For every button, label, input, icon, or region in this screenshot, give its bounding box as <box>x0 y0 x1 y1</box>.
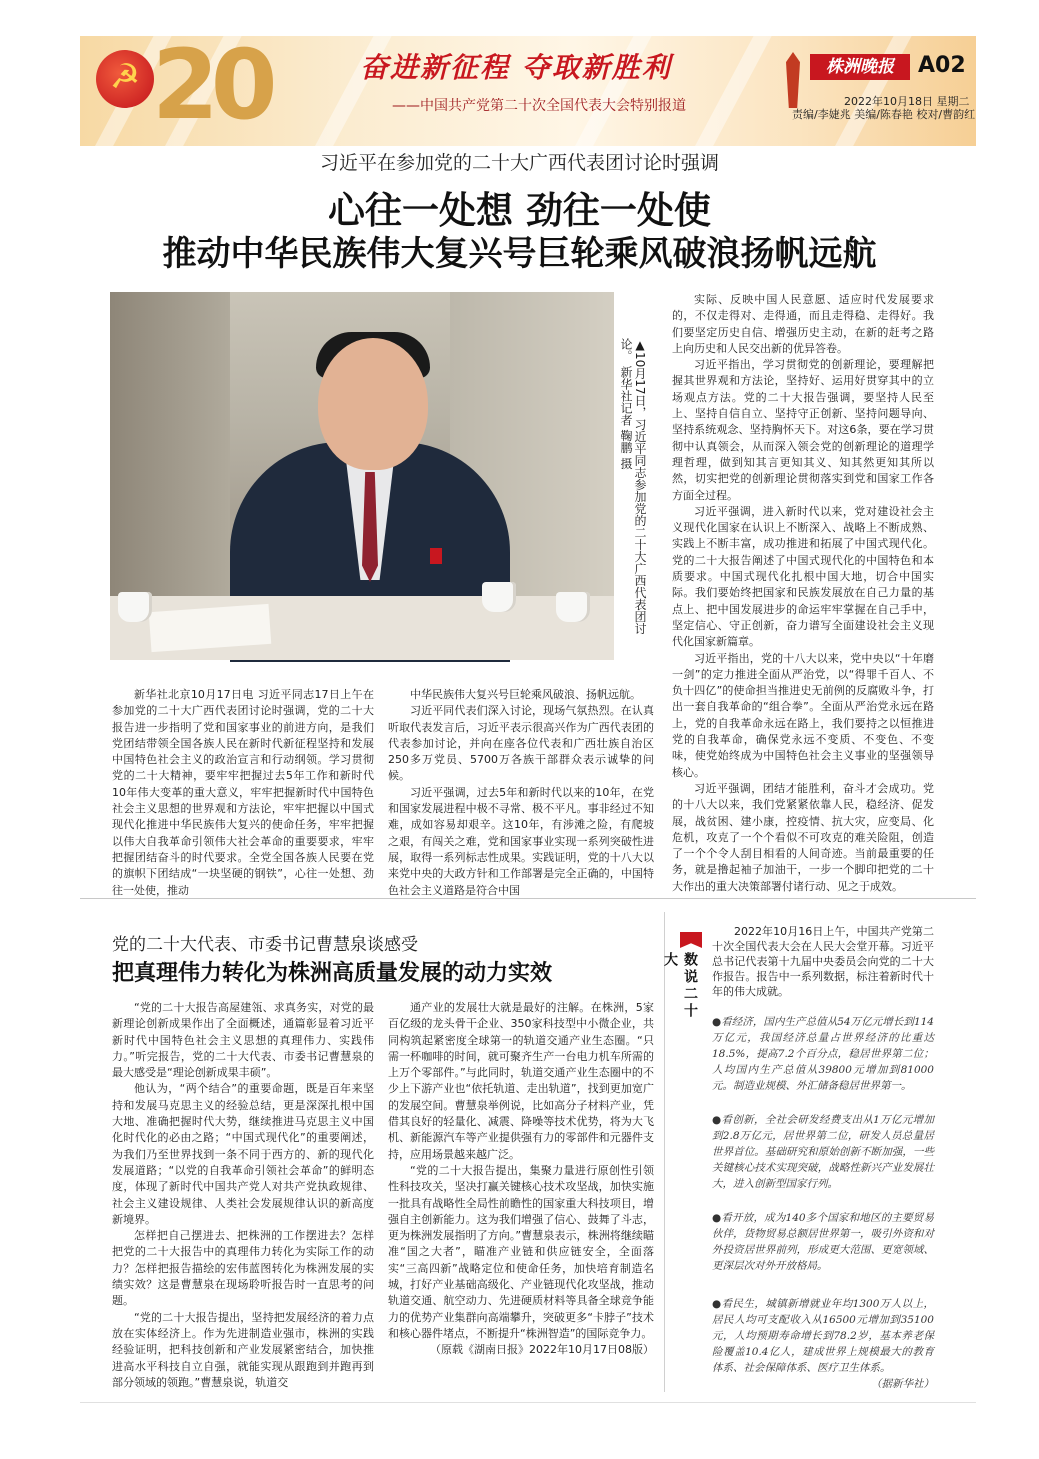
lead-body-col-3 <box>672 292 934 893</box>
congress-number-logo: 20 <box>152 29 270 141</box>
paragraph: 习近平同代表们深入讨论，现场气氛热烈。在认真听取代表发言后，习近平表示很高兴作为广西代表团的代表参加讨论，并向在座各位代表和广西壮族自治区250多万党员、5700万各族干部群众表示诚挚的问候。 <box>388 704 654 783</box>
photo-caption: ▲10月17日，习近平同志参加党的二十大广西代表团讨论。 新华社记者 鞠鹏 摄 <box>619 338 647 635</box>
paragraph: “党的二十大报告提出，坚持把发展经济的着力点放在实体经济上。作为先进制造业强市，株洲的实践经验证明，把科技创新和产业发展紧密结合，加快推进高水平科技自立自强，就能实现从跟跑到并跑再到部分领域的领跑。”曹慧泉说，轨道交 <box>112 1310 374 1389</box>
sidebar-item-livelihood <box>712 1296 934 1392</box>
paragraph: 习近平强调，过去5年和新时代以来的10年，在党和国家发展进程中极不寻常、极不平凡。事非经过不知难，成如容易却艰辛。这10年，有涉滩之险，有爬坡之艰，有闯关之难，党和国家事业实现一系列突破性进展，取得一系列标志性成果。实践证明，党的十八大以来党中央的大政方针和工作部署是完全正确的，中国特色社会主义道路是符合中国 <box>388 785 654 897</box>
lead-kicker: 习近平在参加党的二十大广西代表团讨论时强调 <box>319 152 719 174</box>
second-body-col-2 <box>388 1000 654 1390</box>
paragraph: 2022年10月16日上午，中国共产党第二十次全国代表大会在人民大会堂开幕。习近平总书记代表第十九届中央委员会向党的二十大作报告。报告中一系列数据，标注着新时代十年的伟大成就。 <box>712 925 934 998</box>
sidebar-item-text: ●看民生，城镇新增就业年均1300万人以上，居民人均可支配收入从16500元增加到35100元，人均预期寿命增长到78.2岁，基本养老保险覆盖10.4亿人，建成世界上规模最大的教育体系、社会保障体系、医疗卫生体系。 （据新华社） <box>712 1298 934 1390</box>
paragraph: “党的二十大报告提出，集聚力量进行原创性引领性科技攻关，坚决打赢关键核心技术攻坚战，加快实施一批具有战略性全局性前瞻性的国家重大科技项目，增强自主创新能力。这为我们增强了信心、鼓舞了斗志，更为株洲发展指明了方向。”曹慧泉表示，株洲将继续瞄准“国之大者”，瞄准产业链和供应链安全，全面落实“三高四新”战略定位和使命任务，加快培育制造名城，打好产业基础高级化、产业链现代化攻坚战，推动轨道交通、航空动力、先进硬质材料等具备全球竞争能力的优势产业集群向高端攀升，突破更多“卡脖子”技术和核心器件堵点，不断提升“株洲智造”的国际竞争力。 <box>388 1163 654 1340</box>
section-divider <box>80 898 976 899</box>
lead-body-col-1 <box>112 687 374 897</box>
paragraph: 实际、反映中国人民意愿、适应时代发展要求的，不仅走得对、走得通，而且走得稳、走得好。我们要坚定历史自信、增强历史主动，在新的赶考之路上向历史和人民交出新的优异答卷。 <box>672 293 934 355</box>
page-bottom-rule <box>80 1402 976 1403</box>
sidebar-label: 数说二十大 <box>662 952 698 1020</box>
paragraph: 他认为，“两个结合”的重要命题，既是百年来坚持和发展马克思主义的经验总结，更是深深扎根中国大地、准确把握时代大势，继续推进马克思主义中国化时代化的必由之路；“中国式现代化”的重要阐述，为我们乃至世界找到一条不同于西方的、新的现代化发展道路；“以党的自我革命引领社会革命”的鲜明态度，体现了新时代中国共产党人对共产党执政规律、社会主义建设规律、人类社会发展规律认识的新高度新境界。 <box>112 1082 374 1226</box>
lead-body-col-2 <box>388 687 654 897</box>
sidebar-item-text: ●看创新，全社会研发经费支出从1万亿元增加到2.8万亿元，居世界第二位，研发人员总量居世界首位。基础研究和原始创新不断加强，一些关键核心技术实现突破，战略性新兴产业发展壮大，进入创新型国家行列。 <box>712 1114 934 1190</box>
masthead-slogan: 奋进新征程 夺取新胜利 <box>360 51 672 84</box>
flag-icon <box>680 932 702 948</box>
party-emblem-icon: ☭ <box>96 50 154 108</box>
sidebar-item-opening <box>712 1210 934 1274</box>
lead-headline-main: 心往一处想 劲往一处使 <box>328 189 711 232</box>
sidebar-item-economy <box>712 1014 934 1094</box>
paragraph: 通产业的发展壮大就是最好的注解。在株洲，5家百亿级的龙头骨干企业、350家科技型中小微企业，共同构筑起紧密度全球第一的轨道交通产业生态圈。“只需一杯咖啡的时间，就可聚齐生产一台电力机车所需的上万个零部件。”与此同时，轨道交通产业生态圈中的不少上下游产业也“依托轨道、走出轨道”，找到更加宽广的发展空间。曹慧泉举例说，比如高分子材料产业，凭借其良好的轻量化、减震、降噪等技术优势，将为大飞机、新能源汽车等产业提供强有力的零部件和元器件支持，应用场景越来越广泛。 <box>388 1001 654 1161</box>
second-kicker: 党的二十大代表、市委书记曹慧泉谈感受 <box>112 935 418 955</box>
sidebar-tag <box>662 932 702 1032</box>
paragraph: 习近平强调，进入新时代以来，党对建设社会主义现代化国家在认识上不断深入、战略上不断成熟、实践上不断丰富，成功推进和拓展了中国式现代化。党的二十大报告阐述了中国式现代化的中国特色和本质要求。中国式现代化扎根中国大地，切合中国实际。我们要始终把国家和民族发展放在自己力量的基点上、把中国发展进步的命运牢牢掌握在自己手中，坚定信心、守正创新，奋力谱写全面建设社会主义现代化国家新篇章。 <box>672 504 934 649</box>
paragraph: 怎样把自己摆进去、把株洲的工作摆进去？怎样把党的二十大报告中的真理伟力转化为实际工作的动力？怎样把报告描绘的宏伟蓝图转化为株洲发展的实绩实效？这是曹慧泉在现场聆听报告时一直思考的问题。 <box>112 1229 374 1308</box>
paragraph: 习近平强调，团结才能胜利，奋斗才会成功。党的十八大以来，我们党紧紧依靠人民，稳经济、促发展，战贫困、建小康，控疫情、抗大灾，应变局、化危机，攻克了一个个看似不可攻克的难关险阻，创造了一个个令人刮目相看的人间奇迹。当前最重要的任务，就是撸起袖子加油干，一步一个脚印把党的二十大作出的重大决策部署付诸行动、见之于成效。 <box>672 781 934 893</box>
paragraph: “党的二十大报告高屋建瓴、求真务实，对党的最新理论创新成果作出了全面概述，通篇彰显着习近平新时代中国特色社会主义思想的真理伟力、实践伟力。”听完报告，党的二十大代表、市委书记曹慧泉的最大感受是“理论创新成果丰硕”。 <box>112 1001 374 1080</box>
masthead-subtitle: ——中国共产党第二十次全国代表大会特别报道 <box>392 98 686 114</box>
paragraph: 习近平指出，党的十八大以来，党中央以“十年磨一剑”的定力推进全面从严治党，以“得罪千百人、不负十四亿”的使命担当推进史无前例的反腐败斗争，打出一套自我革命的“组合拳”。全面从严治党永远在路上，党的自我革命永远在路上，我们要持之以恒推进党的自我革命，确保党永远不变质、不变色、不变味，使党始终成为中国特色社会主义事业的坚强领导核心。 <box>672 651 934 779</box>
sidebar-intro <box>712 924 934 999</box>
paragraph: 新华社北京10月17日电 习近平同志17日上午在参加党的二十大广西代表团讨论时强调，党的二十大报告进一步指明了党和国家事业的前进方向，是我们党团结带领全国各族人民在新时代新征程坚持和发展中国特色社会主义的政治宣言和行动纲领。学习贯彻党的二十大精神，要牢牢把握过去5年工作和新时代10年伟大变革的重大意义，牢牢把握新时代中国特色社会主义思想的世界观和方法论，牢牢把握以中国式现代化推进中华民族伟大复兴的使命任务，牢牢把握以伟大自我革命引领伟大社会革命的重要要求，牢牢把握团结奋斗的时代要求。全党全国各族人民要在党的旗帜下团结成“一块坚硬的钢铁”，心往一处想、劲往一处使，推动 <box>112 688 374 897</box>
sidebar-item-text: ●看开放，成为140多个国家和地区的主要贸易伙伴，货物贸易总额居世界第一，吸引外资和对外投资居世界前列，形成更大范围、更宽领域、更深层次对外开放格局。 <box>712 1212 934 1272</box>
paragraph: 中华民族伟大复兴号巨轮乘风破浪、扬帆远航。 <box>410 688 641 701</box>
lead-photo <box>110 292 614 660</box>
second-body-col-1 <box>112 1000 374 1390</box>
newspaper-logo: 株洲晚报 <box>810 54 910 80</box>
lead-headline-sub: 推动中华民族伟大复兴号巨轮乘风破浪扬帆远航 <box>162 234 877 274</box>
second-headline: 把真理伟力转化为株洲高质量发展的动力实效 <box>112 961 553 986</box>
paragraph: 习近平指出，学习贯彻党的创新理论，要理解把握其世界观和方法论，坚持好、运用好贯穿其中的立场观点方法。党的二十大报告强调，要坚持人民至上、坚持自信自立、坚持守正创新、坚持问题导向、坚持系统观念、坚持胸怀天下。对这6条，要在学习贯彻中认真领会，从而深入领会党的创新理论的道理学理哲理，做到知其言更知其义、知其然更知其所以然，切实把党的创新理论贯彻落实到党和国家工作各方面全过程。 <box>672 358 934 502</box>
column-divider <box>664 912 665 1392</box>
source-note: （原载《湖南日报》2022年10月17日08版） <box>430 1343 654 1357</box>
issue-date: 2022年10月18日 星期二 <box>844 95 970 108</box>
page-number: A02 <box>918 53 966 78</box>
sidebar-source: （据新华社） <box>871 1378 934 1390</box>
sidebar-item-text: ●看经济，国内生产总值从54万亿元增长到114万亿元，我国经济总量占世界经济的比重达18.5%，提高7.2个百分点，稳居世界第二位；人均国内生产总值从39800元增加到81000元。制造业规模、外汇储备稳居世界第一。 <box>712 1016 934 1092</box>
editor-credits: 责编/李婕兆 美编/陈春艳 校对/曹韵红 <box>792 108 976 121</box>
sidebar-item-innovation <box>712 1112 934 1192</box>
